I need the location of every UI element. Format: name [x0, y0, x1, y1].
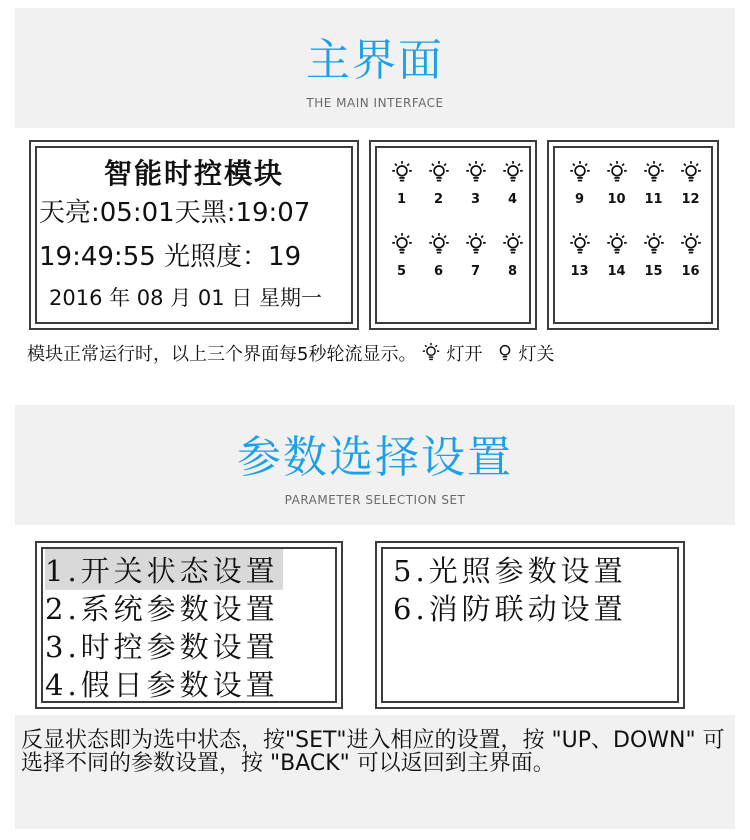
menu-item-4[interactable]: 4.假日参数设置	[45, 668, 279, 702]
bulb-on-icon	[463, 160, 489, 190]
bulb-on-icon	[641, 232, 667, 262]
bulb-on-icon	[604, 232, 630, 262]
parameter-subtitle: PARAMETER SELECTION SET	[284, 493, 466, 507]
bulb-on-icon	[500, 232, 526, 262]
parameter-description: 反显状态即为选中状态，按"SET"进入相应的设置，按 "UP、DOWN" 可选择不同的参数设置，按 "BACK" 可以返回到主界面。	[21, 728, 725, 776]
menu-panel-right	[375, 541, 685, 709]
light-cell	[457, 232, 494, 304]
legend-on-label: 灯开	[446, 344, 483, 365]
parameter-title: 参数选择设置	[237, 432, 513, 483]
bulb-on-icon	[389, 232, 415, 262]
menu-item-6[interactable]: 6.消防联动设置	[393, 592, 627, 626]
light-number: 7	[470, 264, 481, 279]
lcd-panel-status	[29, 140, 359, 330]
light-number: 4	[507, 192, 518, 207]
menu-panel-left	[35, 541, 343, 709]
bulb-on-icon	[389, 160, 415, 190]
menu-item-3[interactable]: 3.时控参数设置	[45, 630, 279, 664]
light-cell	[561, 160, 598, 232]
light-cell	[420, 160, 457, 232]
main-interface-subtitle: THE MAIN INTERFACE	[306, 96, 444, 110]
bulb-on-icon	[426, 160, 452, 190]
bulb-on-icon	[426, 232, 452, 262]
menu-item-1[interactable]: 1.开关状态设置	[45, 549, 283, 590]
bulb-on-icon	[641, 160, 667, 190]
light-cell	[598, 232, 635, 304]
menu-item-2[interactable]: 2.系统参数设置	[45, 592, 279, 626]
light-number: 14	[607, 264, 626, 279]
bulb-on-icon	[500, 160, 526, 190]
bulb-on-icon	[567, 160, 593, 190]
menu-item-5[interactable]: 5.光照参数设置	[393, 554, 627, 588]
lcd-panel-lights-1-8	[369, 140, 537, 330]
light-cell	[457, 160, 494, 232]
light-number: 8	[507, 264, 518, 279]
light-number: 1	[396, 192, 407, 207]
main-interface-title: 主界面	[306, 35, 444, 86]
legend-off-label: 灯关	[518, 344, 555, 365]
light-grid-2	[561, 160, 709, 304]
note-text: 模块正常运行时，以上三个界面每5秒轮流显示。	[27, 344, 417, 365]
light-cell	[635, 160, 672, 232]
light-cell	[494, 232, 531, 304]
bulb-on-icon	[463, 232, 489, 262]
light-number: 12	[681, 192, 700, 207]
light-cell	[383, 232, 420, 304]
light-number: 13	[570, 264, 589, 279]
light-number: 2	[433, 192, 444, 207]
lcd-time-illuminance: 19:49:55 光照度：19	[39, 242, 302, 272]
light-grid-1	[383, 160, 531, 304]
lcd-sunrise-sunset: 天亮:05:01天黑:19:07	[39, 198, 311, 228]
light-cell	[420, 232, 457, 304]
lcd-title: 智能时控模块	[103, 157, 284, 190]
light-cell	[672, 232, 709, 304]
parameter-band	[15, 525, 735, 715]
bulb-on-icon	[678, 160, 704, 190]
lcd-panel-lights-9-16	[547, 140, 719, 330]
light-cell	[561, 232, 598, 304]
light-number: 10	[607, 192, 626, 207]
main-interface-section	[15, 8, 735, 384]
light-number: 9	[574, 192, 585, 207]
parameter-selection-section	[15, 405, 735, 829]
light-cell	[635, 232, 672, 304]
light-cell	[672, 160, 709, 232]
bulb-off-icon	[496, 342, 514, 364]
light-cell	[494, 160, 531, 232]
light-cell	[598, 160, 635, 232]
bulb-on-icon	[420, 342, 442, 364]
light-number: 3	[470, 192, 481, 207]
lcd-date: 2016 年 08 月 01 日 星期一	[49, 286, 322, 310]
main-interface-band	[15, 128, 735, 384]
light-number: 6	[433, 264, 444, 279]
rotation-note	[27, 340, 554, 366]
bulb-on-icon	[604, 160, 630, 190]
light-number: 15	[644, 264, 663, 279]
light-cell	[383, 160, 420, 232]
bulb-on-icon	[678, 232, 704, 262]
light-number: 5	[396, 264, 407, 279]
bulb-on-icon	[567, 232, 593, 262]
light-number: 16	[681, 264, 700, 279]
light-number: 11	[644, 192, 663, 207]
